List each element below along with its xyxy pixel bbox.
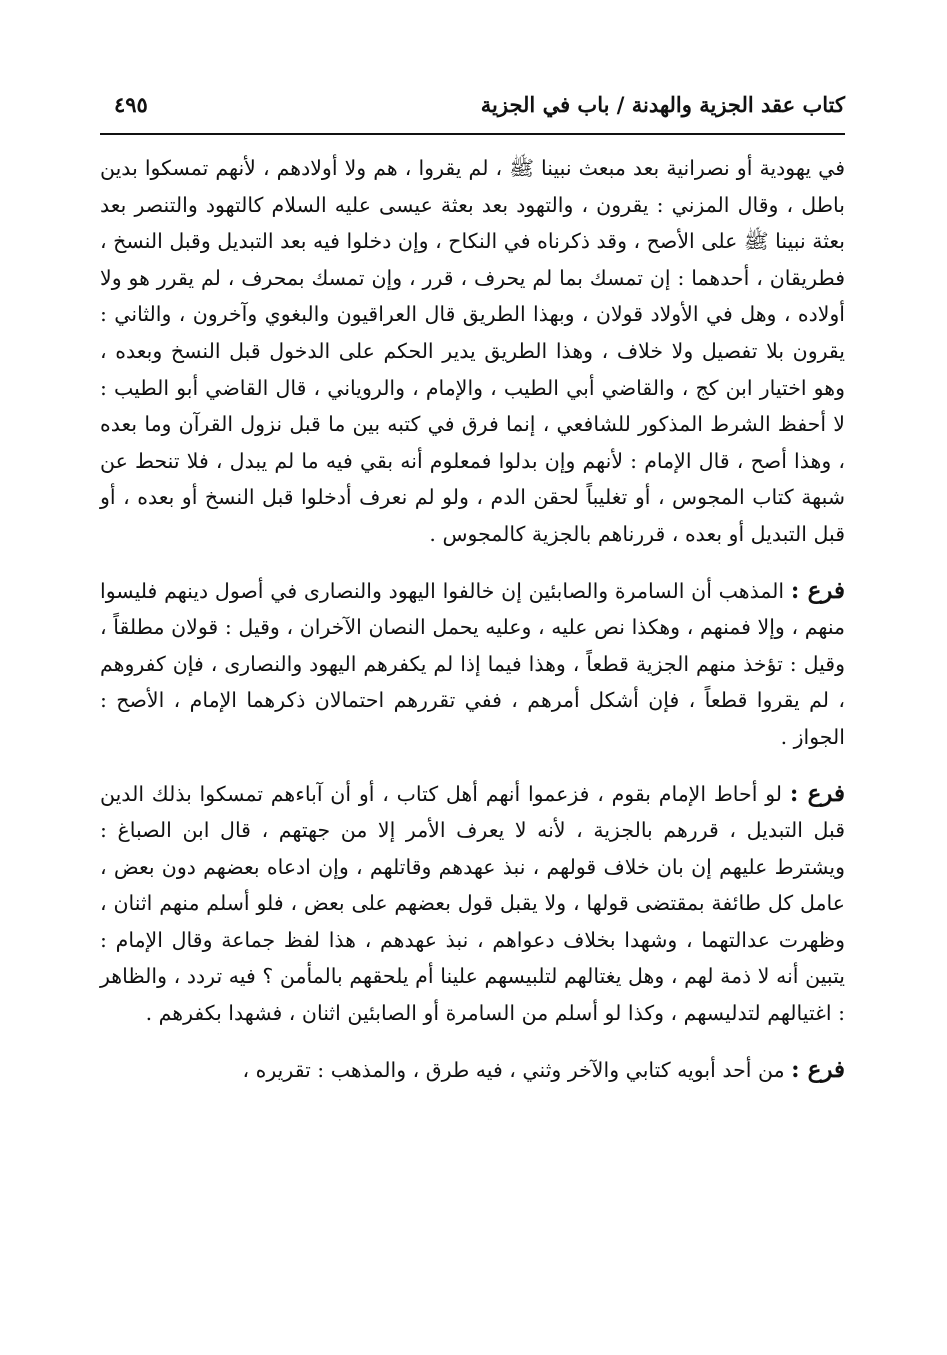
header-rule [100,133,845,135]
paragraph-2-text: المذهب أن السامرة والصابئين إن خالفوا اليهود والنصارى في أصول دينهم فليسوا منهم ، وإلا فمنهم ، وهكذا نص عليه ، وعليه يحمل النصان الآخران ، وقيل : قولان مطلقاً ، وقيل : تؤخذ منهم الجزية قطعاً ، وهذا فيما إذا لم يكفرهم اليهود والنصارى ، فإن كفروهم ، لم يقروا قطعاً ، فإن أشكل أمرهم ، ففي تقررهم احتمالان ذكرهما الإمام ، الأصح : الجواز . [100,578,845,749]
paragraph-3-text: لو أحاط الإمام بقوم ، فزعموا أنهم أهل كتاب ، أو أن آباءهم تمسكوا بذلك الدين قبل التبديل ، قررهم بالجزية ، لأنه لا يعرف الأمر إلا من جهتهم ، قال ابن الصباغ : ويشترط عليهم إن بان خلاف قولهم ، نبذ عهدهم وقاتلهم ، وإن ادعاه بعضهم دون بعض ، عامل كل طائفة بمقتضى قولها ، ولا يقبل قول بعضهم على بعض ، فلو أسلم منهم اثنان ، وظهرت عدالتهما ، وشهدا بخلاف دعواهم ، نبذ عهدهم ، هذا لفظ جماعة وقال الإمام : يتبين أنه لا ذمة لهم ، وهل يغتالهم لتلبيسهم علينا أم يلحقهم بالمأمن ؟ فيه تردد ، والظاهر : اغتيالهم لتدليسهم ، وكذا لو أسلم من السامرة أو الصابئين اثنان ، فشهدا بكفرهم . [100,781,845,1026]
paragraph-1-text: في يهودية أو نصرانية بعد مبعث نبينا ﷺ ، لم يقروا ، هم ولا أولادهم ، لأنهم تمسكوا بدين باطل ، وقال المزني : يقرون ، والتهود بعد بعثة عيسى عليه السلام كالتهود والتنصر بعد بعثة نبينا ﷺ على الأصح ، وقد ذكرناه في النكاح ، وإن دخلوا فيه بعد التبديل وقبل النسخ ، فطريقان ، أحدهما : إن تمسك بما لم يحرف ، قرر ، وإن تمسك بمحرف ، لم يقرر هو ولا أولاده ، وهل في الأولاد قولان ، وبهذا الطريق قال العراقيون والبغوي وآخرون ، والثاني : يقرون بلا تفصيل ولا خلاف ، وهذا الطريق يدير الحكم على الدخول قبل النسخ وبعده ، وهو اختيار ابن كج ، والقاضي أبي الطيب ، والإمام ، والروياني ، قال القاضي أبو الطيب : لا أحفظ الشرط المذكور للشافعي ، إنما فرق في كتبه بين ما قبل نزول القرآن وما بعده ، وهذا أصح ، قال الإمام : لأنهم وإن بدلوا فمعلوم أنه بقي فيه ما لم يبدل ، فلا تنحط عن شبهة كتاب المجوس ، أو تغليباً لحقن الدم ، ولو لم نعرف أدخلوا قبل النسخ أو بعده ، أو قبل التبديل أو بعده ، قررناهم بالجزية كالمجوس . [100,156,845,546]
paragraph-3 [100,776,845,1032]
paragraph-4 [100,1052,845,1089]
body-text [100,150,845,1088]
page-number: ٤٩٥ [114,92,148,117]
running-header [100,88,845,128]
paragraph-1 [100,150,845,553]
chapter-title: كتاب عقد الجزية والهدنة / باب في الجزية [480,92,845,117]
paragraph-2 [100,573,845,756]
section-label: فرع : [789,779,845,807]
paragraph-4-text: من أحد أبويه كتابي والآخر وثني ، فيه طرق ، والمذهب : تقريره ، [242,1057,785,1082]
section-label: فرع : [790,576,845,604]
section-label: فرع : [791,1055,845,1083]
